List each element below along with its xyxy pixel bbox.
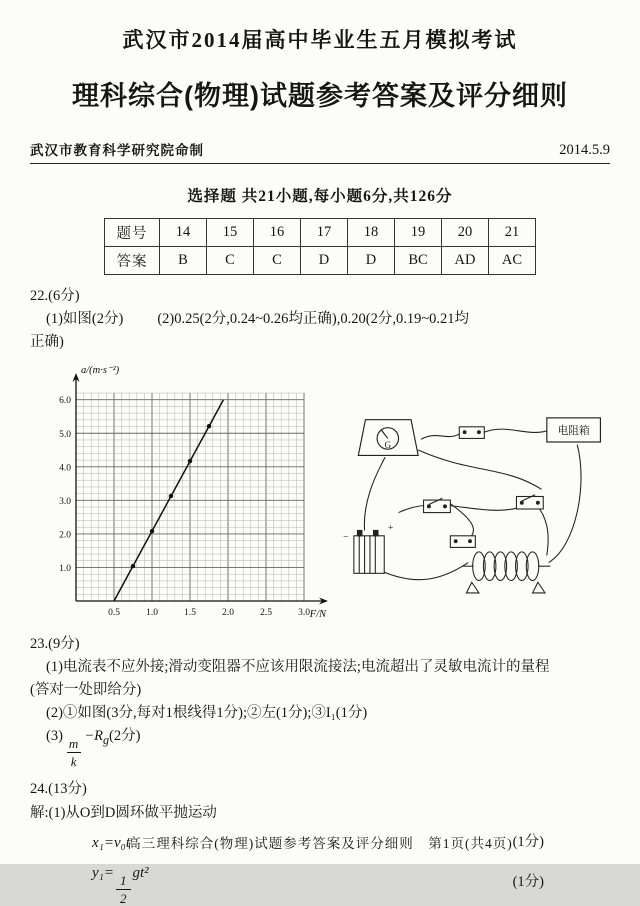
svg-text:F/N: F/N — [309, 608, 326, 620]
svg-text:2.0: 2.0 — [222, 607, 234, 618]
q22-line-1 — [46, 308, 610, 331]
page-subtitle: 理科综合(物理)试题参考答案及评分细则 — [72, 81, 568, 111]
q23-line-2: (答对一处即给分) — [30, 681, 142, 698]
switch-icon — [516, 494, 543, 508]
q23-item3-label: (3) — [46, 728, 63, 745]
exam-date: 2014.5.9 — [559, 142, 610, 158]
resistance-box-label: 电阻箱 — [557, 424, 590, 437]
question-23-block — [30, 633, 610, 769]
answer-table-body — [105, 219, 536, 275]
battery-minus-label: − — [343, 530, 349, 542]
q23-item3-score: (2分) — [109, 728, 141, 745]
equation-x1: x₁=v₀t — [92, 834, 131, 851]
q22-line-2: 正确) — [30, 334, 64, 351]
q22-part1: (1)如图(2分) — [46, 311, 124, 328]
acceleration-force-chart — [32, 359, 332, 631]
switch-icon — [459, 426, 484, 438]
q23-heading: 23.(9分) — [30, 635, 80, 652]
svg-text:6.0: 6.0 — [59, 395, 71, 406]
figure-row — [32, 359, 610, 631]
svg-text:5.0: 5.0 — [59, 429, 71, 440]
table-row: 题号 14 15 16 17 18 19 20 21 — [105, 219, 536, 247]
issuer-row — [30, 139, 610, 164]
resistance-box — [547, 417, 601, 441]
svg-text:2.0: 2.0 — [59, 529, 71, 540]
question-22-block — [30, 285, 610, 355]
q24-heading: 24.(13分) — [30, 781, 87, 798]
circuit-diagram — [336, 403, 604, 615]
svg-text:a/(m·s⁻²): a/(m·s⁻²) — [81, 364, 120, 376]
circuit-wrap — [336, 403, 604, 615]
svg-text:2.5: 2.5 — [260, 607, 272, 618]
coil-icon — [463, 551, 551, 592]
q23-line-1: (1)电流表不应外接;滑动变阻器不应该用限流接法;电流超出了灵敏电流计的量程 — [46, 658, 550, 675]
page-footer: 高三理科综合(物理)试题参考答案及评分细则 第1页(共4页) — [127, 836, 513, 851]
svg-text:1.0: 1.0 — [146, 607, 158, 618]
q24-intro: 解:(1)从O到D圆环做平抛运动 — [30, 804, 217, 821]
issuer-label: 武汉市教育科学研究院命制 — [30, 143, 204, 158]
fraction-m-over-k: $\frac{m}{k}$ — [65, 737, 82, 768]
answer-table — [104, 218, 536, 275]
switch-icon — [450, 535, 475, 547]
table-row: 答案 B C C D D BC AD AC — [105, 247, 536, 275]
svg-text:3.0: 3.0 — [59, 496, 71, 507]
svg-text:0.5: 0.5 — [108, 607, 120, 618]
q24-equation-2 — [92, 861, 544, 905]
switch-icon — [424, 498, 451, 512]
q22-heading: 22.(6分) — [30, 288, 80, 304]
equation-y1: y₁= $\frac{1}{2}$ gt² — [92, 864, 149, 906]
battery-plus-label: + — [387, 522, 394, 534]
equation-x1-score: (1分) — [512, 834, 544, 851]
battery-icon — [343, 522, 394, 573]
svg-text:1.5: 1.5 — [184, 607, 196, 618]
svg-text:1.0: 1.0 — [59, 563, 71, 574]
galvanometer-icon — [358, 419, 418, 455]
choice-section-heading: 选择题 共21小题,每小题6分,共126分 — [187, 188, 453, 205]
page-title: 武汉市2014届高中毕业生五月模拟考试 — [122, 28, 518, 52]
galvanometer-label: G — [384, 439, 392, 450]
q22-part2: (2)0.25(2分,0.24~0.26均正确),0.20(2分,0.19~0.21均 — [157, 311, 470, 328]
minus-sign: − — [84, 728, 95, 745]
q23-line-3: (2)①如图(3分,每对1根线得1分);②左(1分);③I₁(1分) — [46, 705, 368, 722]
svg-text:4.0: 4.0 — [59, 462, 71, 473]
svg-text:3.0: 3.0 — [298, 607, 310, 618]
q23-line-4 — [46, 725, 610, 768]
chart-wrap — [32, 359, 332, 631]
fraction-one-half: $\frac{1}{2}$ — [116, 874, 131, 905]
equation-y1-score: (1分) — [512, 874, 544, 891]
r-g-symbol: $R_g$ — [94, 728, 110, 748]
